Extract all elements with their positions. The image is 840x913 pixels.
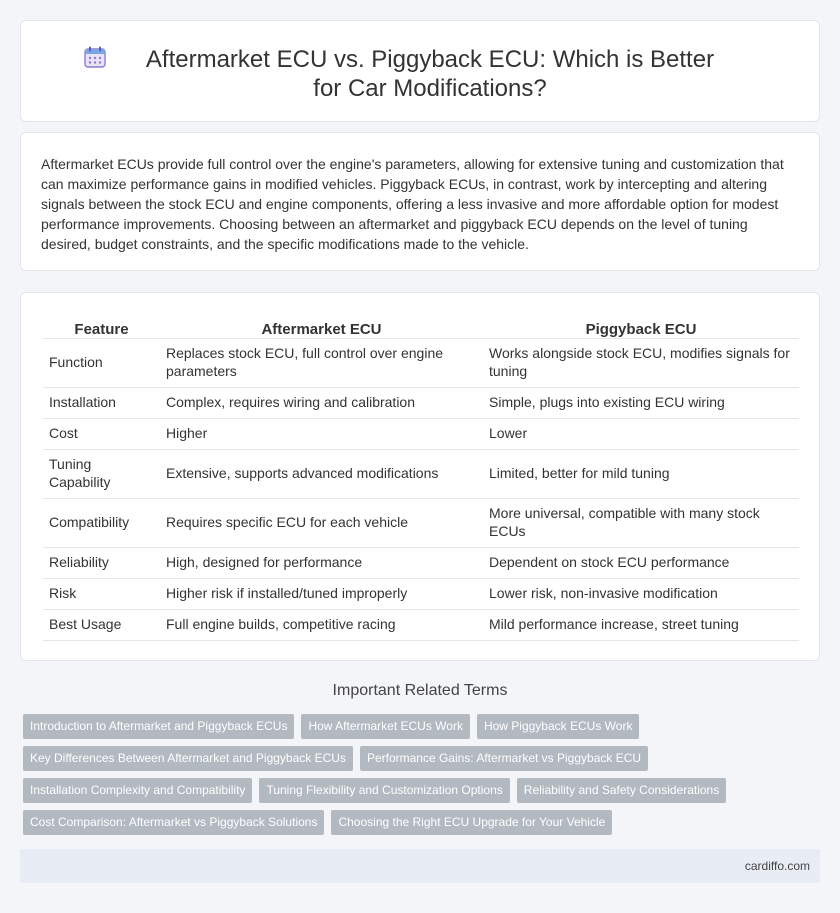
piggyback-cell: Dependent on stock ECU performance xyxy=(483,547,799,578)
aftermarket-cell: Replaces stock ECU, full control over engine parameters xyxy=(160,338,483,387)
related-term-tag[interactable]: How Piggyback ECUs Work xyxy=(477,714,640,739)
piggyback-cell: Mild performance increase, street tuning xyxy=(483,609,799,640)
table-header-row xyxy=(43,313,799,338)
aftermarket-cell: High, designed for performance xyxy=(160,547,483,578)
table-row xyxy=(43,387,799,418)
related-term-tag[interactable]: Performance Gains: Aftermarket vs Piggyback ECU xyxy=(360,746,648,771)
table-row xyxy=(43,418,799,449)
table-row xyxy=(43,449,799,498)
related-terms-title: Important Related Terms xyxy=(332,682,508,699)
table-row xyxy=(43,547,799,578)
piggyback-cell: Limited, better for mild tuning xyxy=(483,449,799,498)
footer-bar xyxy=(20,849,820,883)
comparison-table xyxy=(43,313,799,641)
related-term-tag[interactable]: Key Differences Between Aftermarket and Piggyback ECUs xyxy=(23,746,353,771)
related-term-tag[interactable]: How Aftermarket ECUs Work xyxy=(301,714,469,739)
feature-cell: Tuning Capability xyxy=(43,449,160,498)
table-row xyxy=(43,609,799,640)
intro-card xyxy=(20,132,820,271)
column-header-feature: Feature xyxy=(43,313,160,338)
related-term-tag[interactable]: Introduction to Aftermarket and Piggyback ECUs xyxy=(23,714,294,739)
page-title: Aftermarket ECU vs. Piggyback ECU: Which is Better for Car Modifications? xyxy=(145,46,715,102)
header-card xyxy=(20,20,820,122)
aftermarket-cell: Requires specific ECU for each vehicle xyxy=(160,498,483,547)
aftermarket-cell: Full engine builds, competitive racing xyxy=(160,609,483,640)
piggyback-cell: More universal, compatible with many stock ECUs xyxy=(483,498,799,547)
table-row xyxy=(43,578,799,609)
related-term-tag[interactable]: Choosing the Right ECU Upgrade for Your Vehicle xyxy=(331,810,612,835)
comparison-table-card xyxy=(20,292,820,661)
feature-cell: Risk xyxy=(43,578,160,609)
feature-cell: Function xyxy=(43,338,160,387)
piggyback-cell: Lower risk, non-invasive modification xyxy=(483,578,799,609)
related-term-tag[interactable]: Cost Comparison: Aftermarket vs Piggyback Solutions xyxy=(23,810,324,835)
feature-cell: Cost xyxy=(43,418,160,449)
column-header-piggyback: Piggyback ECU xyxy=(483,313,799,338)
feature-cell: Compatibility xyxy=(43,498,160,547)
related-term-tag[interactable]: Installation Complexity and Compatibility xyxy=(23,778,252,803)
column-header-aftermarket: Aftermarket ECU xyxy=(160,313,483,338)
feature-cell: Installation xyxy=(43,387,160,418)
related-term-tag[interactable]: Tuning Flexibility and Customization Options xyxy=(259,778,509,803)
table-row xyxy=(43,498,799,547)
aftermarket-cell: Complex, requires wiring and calibration xyxy=(160,387,483,418)
aftermarket-cell: Extensive, supports advanced modifications xyxy=(160,449,483,498)
footer-site-link[interactable]: cardiffo.com xyxy=(744,859,810,873)
piggyback-cell: Works alongside stock ECU, modifies signals for tuning xyxy=(483,338,799,387)
piggyback-cell: Simple, plugs into existing ECU wiring xyxy=(483,387,799,418)
piggyback-cell: Lower xyxy=(483,418,799,449)
aftermarket-cell: Higher xyxy=(160,418,483,449)
related-terms-list xyxy=(23,714,803,842)
feature-cell: Reliability xyxy=(43,547,160,578)
aftermarket-cell: Higher risk if installed/tuned improperly xyxy=(160,578,483,609)
table-row xyxy=(43,338,799,387)
intro-paragraph: Aftermarket ECUs provide full control over the engine's parameters, allowing for extensive tuning and customization that can maximize performance gains in modified vehicles. Piggyback ECUs, in contrast, work by intercepting and altering signals between the stock ECU and engine components, offering a less invasive and more affordable option for modest performance improvements. Choosing between an aftermarket and piggyback ECU depends on the level of tuning desired, budget constraints, and the specific modifications made to the vehicle. xyxy=(41,156,784,252)
feature-cell: Best Usage xyxy=(43,609,160,640)
related-term-tag[interactable]: Reliability and Safety Considerations xyxy=(517,778,726,803)
